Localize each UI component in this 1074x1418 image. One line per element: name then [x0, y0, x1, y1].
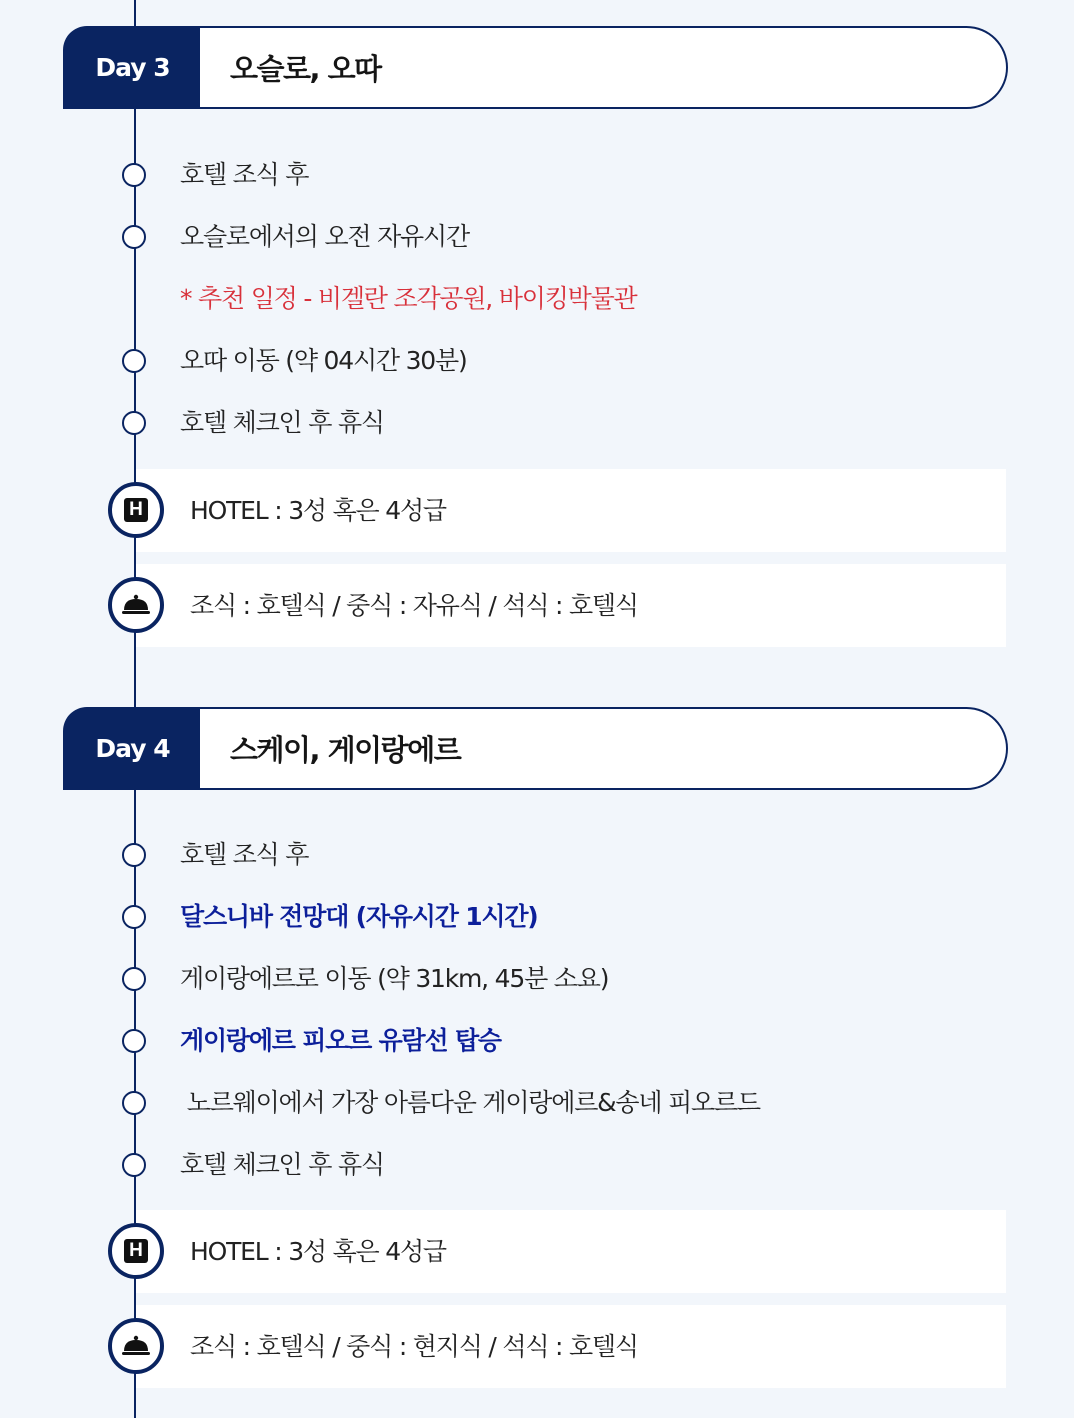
meal-info-text: 조식 : 호텔식 / 중식 : 자유식 / 석식 : 호텔식 [190, 591, 638, 620]
itinerary-item [0, 219, 1074, 259]
itinerary-item [0, 899, 1074, 939]
meal-info-row [136, 1305, 1006, 1388]
day-title: 스케이, 게이랑에르 [200, 707, 1008, 790]
itinerary-text: 호텔 조식 후 [180, 160, 309, 189]
day-badge: Day 3 [63, 26, 202, 109]
timeline-dot-icon [122, 163, 146, 187]
hotel-icon [108, 1223, 164, 1279]
itinerary-item [0, 1085, 1074, 1125]
hotel-info-row [136, 469, 1006, 552]
timeline-dot-icon [122, 905, 146, 929]
day-3-header [63, 26, 1008, 109]
hotel-info-text: HOTEL : 3성 혹은 4성급 [190, 1237, 446, 1266]
meal-info-text: 조식 : 호텔식 / 중식 : 현지식 / 석식 : 호텔식 [190, 1332, 638, 1361]
itinerary-item [0, 343, 1074, 383]
timeline-dot-icon [122, 1029, 146, 1053]
itinerary-text: 게이랑에르 피오르 유람선 탑승 [180, 1026, 501, 1055]
itinerary-item [0, 961, 1074, 1001]
day-badge: Day 4 [63, 707, 202, 790]
itinerary-text: 호텔 조식 후 [180, 840, 309, 869]
day-4-header [63, 707, 1008, 790]
cloche-icon [108, 577, 164, 633]
itinerary-text: 호텔 체크인 후 휴식 [180, 408, 384, 437]
itinerary-item [0, 405, 1074, 445]
itinerary-item [0, 1023, 1074, 1063]
timeline-dot-icon [122, 1153, 146, 1177]
hotel-info-text: HOTEL : 3성 혹은 4성급 [190, 496, 446, 525]
hotel-icon [108, 482, 164, 538]
itinerary-item [0, 837, 1074, 877]
hotel-info-row [136, 1210, 1006, 1293]
hotel-glyph: H [124, 498, 148, 522]
timeline-dot-icon [122, 967, 146, 991]
day-title: 오슬로, 오따 [200, 26, 1008, 109]
itinerary-text: 달스니바 전망대 (자유시간 1시간) [180, 902, 538, 931]
itinerary-item [0, 1147, 1074, 1187]
hotel-glyph: H [124, 1239, 148, 1263]
timeline-dot-icon [122, 843, 146, 867]
meal-info-row [136, 564, 1006, 647]
timeline-dot-icon [122, 411, 146, 435]
timeline-dot-icon [122, 225, 146, 249]
itinerary-text: 오슬로에서의 오전 자유시간 [180, 222, 469, 251]
timeline-dot-icon [122, 1091, 146, 1115]
itinerary-text: 노르웨이에서 가장 아름다운 게이랑에르&송네 피오르드 [180, 1088, 760, 1117]
cloche-icon [108, 1318, 164, 1374]
timeline-dot-icon [122, 349, 146, 373]
itinerary-text: 오따 이동 (약 04시간 30분) [180, 346, 467, 375]
itinerary-recommendation [0, 281, 1074, 321]
itinerary-text: * 추천 일정 - 비겔란 조각공원, 바이킹박물관 [180, 284, 637, 313]
itinerary-text: 게이랑에르로 이동 (약 31km, 45분 소요) [180, 964, 609, 993]
itinerary-item [0, 157, 1074, 197]
itinerary-text: 호텔 체크인 후 휴식 [180, 1150, 384, 1179]
